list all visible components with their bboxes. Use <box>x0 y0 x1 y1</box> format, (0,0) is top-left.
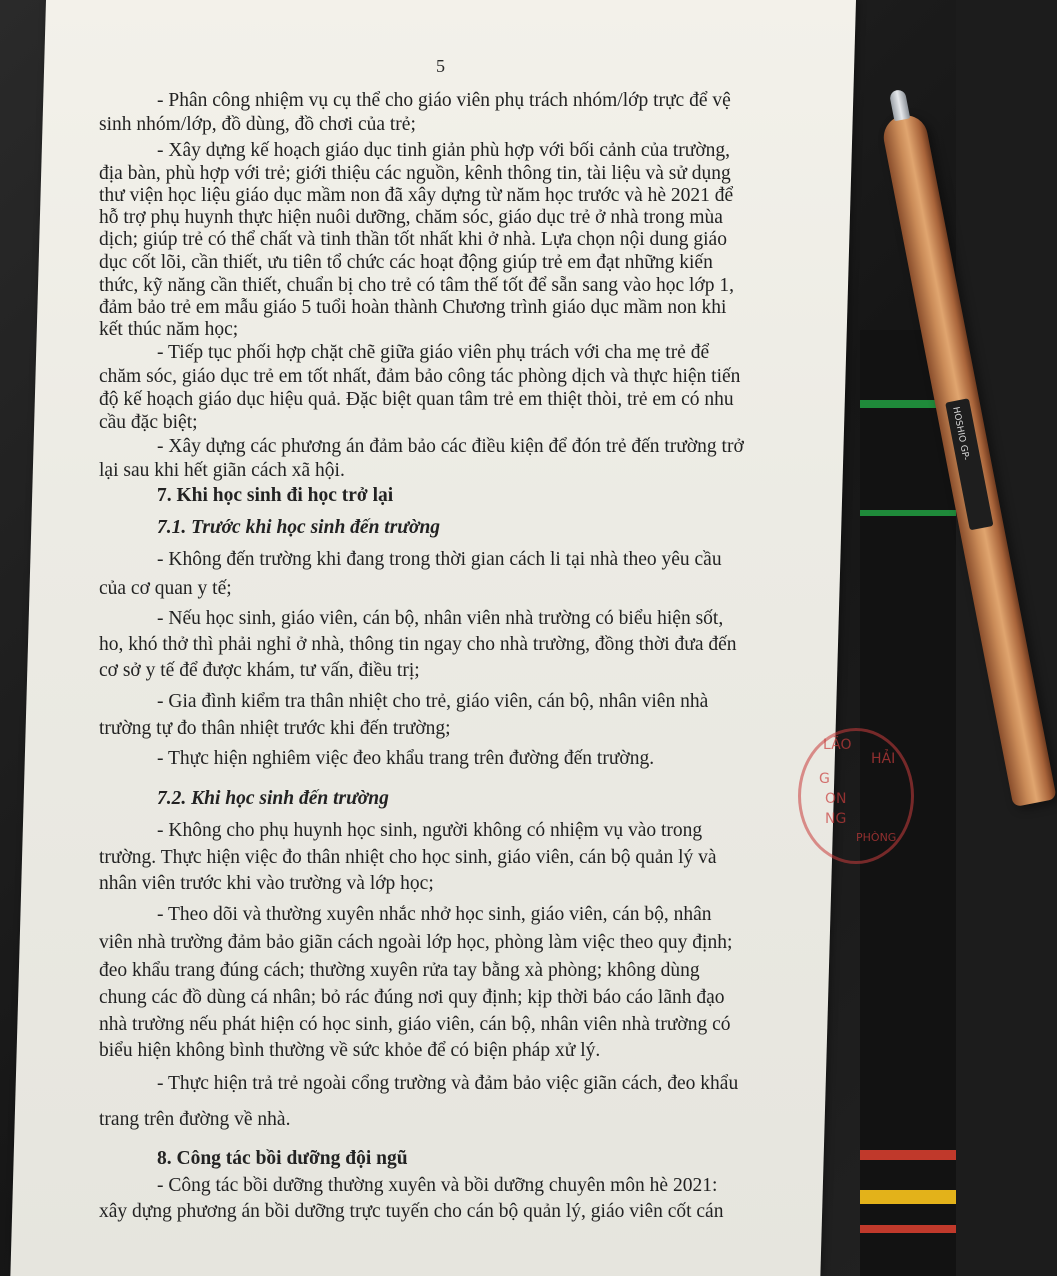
folder-stripe-red <box>860 1150 956 1160</box>
section-heading: 8. Công tác bồi dưỡng đội ngũ <box>157 1148 408 1169</box>
text-line: của cơ quan y tế; <box>99 578 232 599</box>
text-line: - Theo dõi và thường xuyên nhắc nhở học sinh, giáo viên, cán bộ, nhân <box>157 904 712 925</box>
text-line: nhà trường nếu phát hiện có học sinh, giáo viên, cán bộ, nhân viên nhà trường có <box>99 1014 731 1035</box>
text-line: - Không đến trường khi đang trong thời gian cách li tại nhà theo yêu cầu <box>157 549 722 570</box>
text-line: dục cốt lõi, cần thiết, ưu tiên tổ chức các hoạt động giúp trẻ em đạt những kiến <box>99 252 713 273</box>
stamp-text: ON <box>825 791 847 807</box>
text-line: đeo khẩu trang đúng cách; thường xuyên rửa tay bằng xà phòng; không dùng <box>99 960 700 981</box>
text-line: lại sau khi hết giãn cách xã hội. <box>99 460 345 481</box>
text-line: - Gia đình kiểm tra thân nhiệt cho trẻ, giáo viên, cán bộ, nhân viên nhà <box>157 691 709 712</box>
text-line: cầu đặc biệt; <box>99 412 198 433</box>
text-line: ho, khó thở thì phải nghỉ ở nhà, thông tin ngay cho nhà trường, đồng thời đưa đến <box>99 634 737 655</box>
stamp-text: LÃO <box>823 737 852 753</box>
stamp-text: G <box>819 771 830 787</box>
text-line: - Công tác bồi dưỡng thường xuyên và bồi dưỡng chuyên môn hè 2021: <box>157 1175 718 1196</box>
subsection-heading: 7.1. Trước khi học sinh đến trường <box>157 517 441 538</box>
stamp-text: HẢI <box>871 751 896 767</box>
text-line: xây dựng phương án bồi dưỡng trực tuyến cho cán bộ quản lý, giáo viên cốt cán <box>99 1201 724 1222</box>
text-line: cơ sở y tế để được khám, tư vấn, điều trị; <box>99 660 420 681</box>
text-line: - Không cho phụ huynh học sinh, người không có nhiệm vụ vào trong <box>157 820 703 841</box>
text-line: trường tự đo thân nhiệt trước khi đến trường; <box>99 718 451 739</box>
text-line: - Xây dựng kế hoạch giáo dục tinh giản phù hợp với bối cảnh của trường, <box>157 140 731 161</box>
folder-stripe-red <box>860 1225 956 1233</box>
text-line: - Nếu học sinh, giáo viên, cán bộ, nhân viên nhà trường có biểu hiện sốt, <box>157 608 724 629</box>
text-line: - Phân công nhiệm vụ cụ thể cho giáo viên phụ trách nhóm/lớp trực để vệ <box>157 90 731 111</box>
red-stamp <box>798 728 914 864</box>
folder-stripe-yellow <box>860 1190 956 1204</box>
text-line: sinh nhóm/lớp, đồ dùng, đồ chơi của trẻ; <box>99 114 416 135</box>
text-line: hỗ trợ phụ huynh thực hiện nuôi dưỡng, chăm sóc, giáo dục trẻ ở nhà trong mùa <box>99 207 723 228</box>
text-line: đảm bảo trẻ em mẫu giáo 5 tuổi hoàn thành Chương trình giáo dục mầm non khi <box>99 297 727 318</box>
text-line: nhân viên trước khi vào trường và lớp học; <box>99 873 434 894</box>
text-line: thức, kỹ năng cần thiết, chuẩn bị cho trẻ có tâm thế tốt để sẵn sang vào học lớp 1, <box>99 275 734 296</box>
text-line: - Thực hiện nghiêm việc đeo khẩu trang trên đường đến trường. <box>157 748 655 769</box>
text-line: - Tiếp tục phối hợp chặt chẽ giữa giáo viên phụ trách với cha mẹ trẻ để <box>157 342 710 363</box>
text-line: dịch; giúp trẻ có thể chất và tinh thần tốt nhất khi ở nhà. Lựa chọn nội dung giáo <box>99 229 727 250</box>
text-line: kết thúc năm học; <box>99 319 239 340</box>
text-line: địa bàn, phù hợp với trẻ; giới thiệu các nguồn, kênh thông tin, tài liệu và sử dụng <box>99 163 731 184</box>
text-line: thư viện học liệu giáo dục mầm non đã xây dựng từ năm học trước và hè 2021 để <box>99 185 734 206</box>
text-line: độ kế hoạch giáo dục hiệu quả. Đặc biệt quan tâm trẻ em thiệt thòi, trẻ em có nhu <box>99 389 734 410</box>
text-line: viên nhà trường đảm bảo giãn cách ngoài lớp học, phòng làm việc theo quy định; <box>99 932 733 953</box>
page-number: 5 <box>436 56 445 76</box>
text-line: chăm sóc, giáo dục trẻ em tốt nhất, đảm bảo công tác phòng dịch và thực hiện tiến <box>99 366 741 387</box>
folder-stripe-green <box>860 510 956 516</box>
section-heading: 7. Khi học sinh đi học trở lại <box>157 485 394 506</box>
pen-label-text: HOSHIO GP- <box>950 405 971 462</box>
text-line: - Xây dựng các phương án đảm bảo các điều kiện để đón trẻ đến trường trở <box>157 436 744 457</box>
stamp-text: NG <box>825 811 847 827</box>
text-line: trang trên đường về nhà. <box>99 1109 291 1130</box>
text-line: biểu hiện không bình thường về sức khỏe để có biện pháp xử lý. <box>99 1040 601 1061</box>
stamp-text: PHÒNG <box>856 831 897 844</box>
subsection-heading: 7.2. Khi học sinh đến trường <box>157 788 389 809</box>
text-line: chung các đồ dùng cá nhân; bỏ rác đúng nơi quy định; kịp thời báo cáo lãnh đạo <box>99 987 725 1008</box>
text-line: trường. Thực hiện việc đo thân nhiệt cho học sinh, giáo viên, cán bộ quản lý và <box>99 847 717 868</box>
text-line: - Thực hiện trả trẻ ngoài cổng trường và đảm bảo việc giãn cách, đeo khẩu <box>157 1073 739 1094</box>
